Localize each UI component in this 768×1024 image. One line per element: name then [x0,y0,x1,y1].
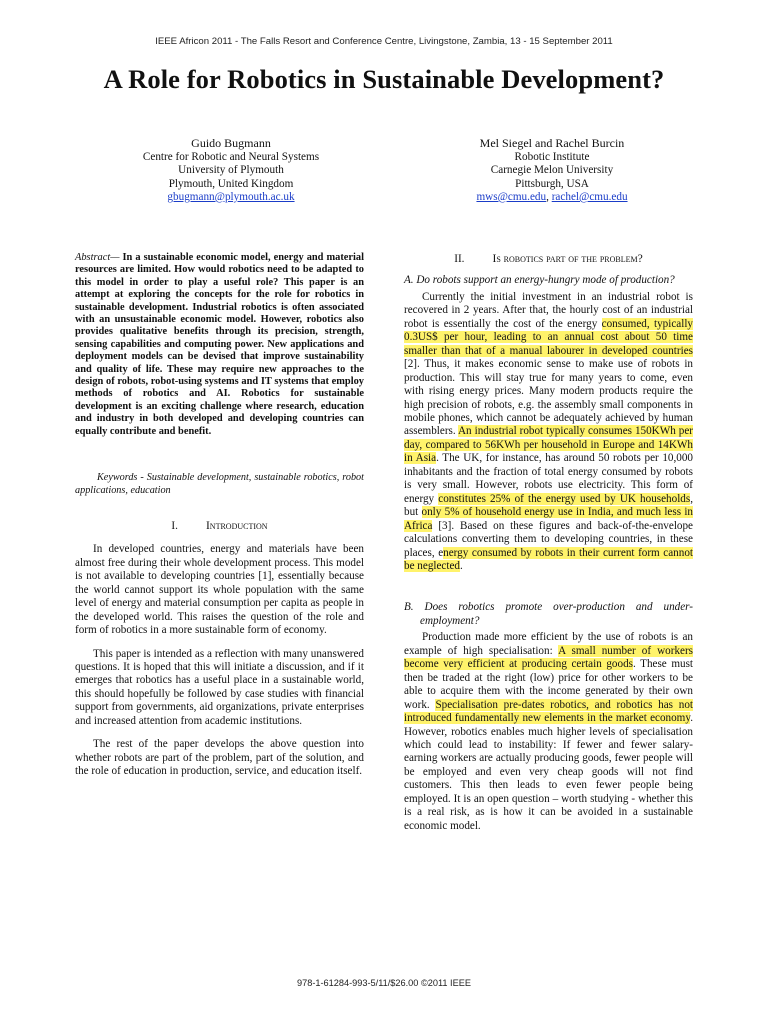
text-run: . The UK, for instance, has around 50 robots per 10,000 inhabitants and the fraction of total energy consumed by robots is very small. However, robots use electricity. This form of energy [404,452,693,505]
author-location: Pittsburgh, USA [515,177,589,190]
copyright-footer: 978-1-61284-993-5/11/$26.00 ©2011 IEEE [297,978,471,988]
text-run: . These must then be traded at the right (low) price for other workers to be able to acquire them with the income generated by their own work. [404,658,693,711]
email-link[interactable]: rachel@cmu.edu [551,190,628,203]
highlighted-text: constitutes 25% of the energy used by UK households [438,492,691,505]
subsection-heading-a: A. Do robots support an energy-hungry mode of production? [404,274,675,287]
author-location: Plymouth, United Kingdom [168,177,294,190]
text-run: Currently the initial investment in an industrial robot is recovered in 2 years. After that, the hourly cost of an industrial robot is essentially the cost of the energy [404,290,693,330]
text-run: . [459,559,463,572]
text-run: Production made more efficient by the use of robots is an example of high specialisation: [404,631,693,657]
text-run: . However, robotics enables much higher levels of specialisation which could lead to instability: If fewer and fewer salary-earning workers are actually producing goods, fewer people will be employed and even very cheap goods will not find customers. This then leads to even fewer people being employed. It is an open question – worth studying - whether this is a real risk, as is how it can be avoided in a sustainable economic model. [404,712,693,832]
author-block-2 [402,137,702,204]
text-run: [3]. Based on these figures and back-of-the-envelope calculations converting them to developing countries, in these places, e [404,519,693,559]
highlighted-text: An industrial robot typically consumes 150KWh per day, compared to 56KWh per household in Europe and 14KWh in Asia [404,425,693,465]
highlighted-text: A small number of workers become very efficient at producing certain goods [404,644,693,671]
body-paragraph: The rest of the paper develops the above question into whether robots are part of the problem, part of the solution, and the role of education in production, service, and education itself. [75,738,364,778]
author-block-1 [81,137,381,204]
author-affiliation: Robotic Institute [514,151,590,164]
author-emails [402,191,702,204]
author-affiliation: Centre for Robotic and Neural Systems [142,151,320,164]
highlighted-text: Specialisation pre-dates robotics, and robotics has not introduced fundamentally new elements in the market economy [404,698,693,725]
author-name: Guido Bugmann [191,136,271,150]
abstract [75,252,364,438]
highlighted-text: consumed, typically 0.3US$ per hour, leading to an annual cost about 50 time smaller than that of a manual labourer in developed countries [404,317,694,357]
author-affiliation: University of Plymouth [178,164,284,177]
subsection-heading-b: B. Does robotics promote over-production and under-employment? [404,601,693,627]
highlighted-text: nergy consumed by robots in their current form cannot be neglected [404,546,693,572]
email-link[interactable]: gbugmann@plymouth.ac.uk [167,190,295,203]
section-title: Is robotics part of the problem? [492,252,643,265]
author-name: Mel Siegel and Rachel Burcin [479,136,625,150]
paper-title: A Role for Robotics in Sustainable Development? [103,64,665,94]
highlighted-text: only 5% of household energy use in India, and much less in Africa [404,506,693,532]
email-link[interactable]: mws@cmu.edu [476,190,547,203]
section-heading-problem [404,252,693,266]
author-affiliation: Carnegie Melon University [490,164,614,177]
body-paragraph [404,291,693,574]
right-column [404,252,693,833]
abstract-label: Abstract— [75,252,120,263]
abstract-text: In a sustainable economic model, energy and material resources are limited. How would robotics need to be adapted to this model in order to play a useful role? This paper is an attempt at exploring the concepts for the role for robotics in sustainable development. Industrial robotics is often associated with an unsustainable economic model. However, robotics also provides qualitative benefits through its precision, strength, sensing capabilities and computing power. New applications and deployment models can be devised that improve sustainability and quality of life. These may require new approaches to the design of robots, robot-using systems and IT systems that employ methods of robotics and AI. Robotics for sustainable development is an exciting challenge where research, education and industry in both developed and developing countries can equally contribute and benefit. [75,252,364,437]
body-paragraph: In developed countries, energy and materials have been almost free during their whole development process. This model is not available to developing countries [1], essentially because the world cannot support its whole population with the same level of energy and material consumption per capita as people in the developed world. This raises the question of the role and form of robotics in a more sustainable form of economy. [75,543,364,637]
section-number: I. [171,519,178,532]
section-heading-introduction [75,519,364,533]
section-number: II. [454,253,465,265]
left-column [75,252,364,779]
body-paragraph: This paper is intended as a reflection with many unanswered questions. It is hoped that this will initiate a discussion, and if it emerges that robotics has a useful place in a sustainable world, this should hopefully be followed by case studies with financial support from governments, aid organizations, private enterprises and increased attention from academic institutions. [75,647,364,727]
body-paragraph [404,631,693,833]
email-separator: , [546,190,552,203]
conference-header: IEEE Africon 2011 - The Falls Resort and Conference Centre, Livingstone, Zambia, 13 - 15 September 2011 [155,36,613,47]
text-run: [2]. Thus, it makes economic sense to make use of robots in production. This will stay true for many years to come, even with rising energy prices. Many modern products require the high precision of robots, e.g. the assembly small components in mobile phones, which cannot be adequately achieved by human assemblers. [404,358,693,438]
section-title: Introduction [205,518,268,532]
text-run: , but [404,492,693,519]
keywords: Keywords - Sustainable development, sustainable robotics, robot applications, education [75,472,364,496]
author-email-link[interactable] [81,191,381,204]
